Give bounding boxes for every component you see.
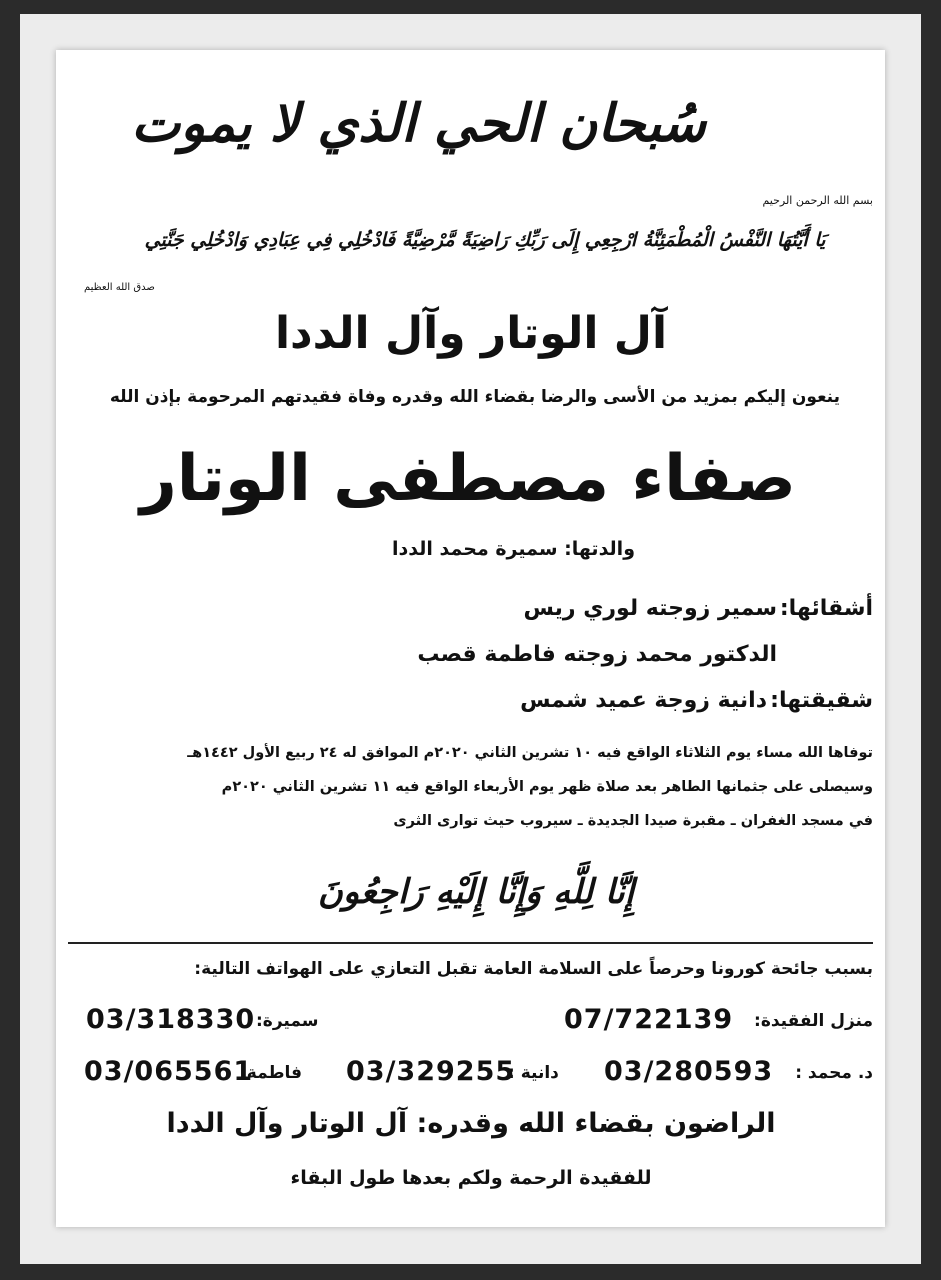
detail-line-3: في مسجد الغفران ـ مقبرة صيدا الجديدة ـ سيروب حيث توارى الثرى bbox=[393, 813, 873, 829]
sister-name: دانية زوجة عميد شمس bbox=[520, 688, 767, 713]
calligraphy-title: سُبحان الحي الذي لا يموت bbox=[131, 93, 706, 154]
mother-name: سميرة محمد الددا bbox=[392, 538, 558, 560]
phone-home-label: منزل الفقيدة: bbox=[754, 1011, 873, 1031]
condolence-notice: بسبب جائحة كورونا وحرصاً على السلامة العامة تقبل التعازي على الهواتف التالية: bbox=[194, 959, 873, 979]
phone-dania-number: 03/329255 bbox=[346, 1056, 516, 1087]
phone-mohamad-label: د. محمد : bbox=[795, 1063, 873, 1083]
families-heading: آل الوتار وآل الددا bbox=[274, 308, 668, 359]
divider bbox=[68, 942, 873, 944]
quran-verse: يَا أَيَّتُهَا النَّفْسُ الْمُطْمَئِنَّةُ ارْجِعِي إِلَى رَبِّكِ رَاضِيَةً مَّرْضِيَّةً فَادْخُلِي فِي عِبَادِي وَادْخُلِي جَنَّتِي bbox=[144, 229, 826, 251]
basmala: بسم الله الرحمن الرحيم bbox=[762, 194, 873, 207]
mother-row bbox=[392, 534, 635, 564]
deceased-name: صفاء مصطفى الوتار bbox=[139, 442, 796, 516]
mother-label: والدتها: bbox=[564, 538, 635, 560]
footer-line-2: للفقيدة الرحمة ولكم بعدها طول البقاء bbox=[290, 1167, 652, 1189]
announcement-text: ينعون إليكم بمزيد من الأسى والرضا بقضاء الله وقدره وفاة فقيدتهم المرحومة بإذن الله bbox=[109, 387, 840, 407]
footer-line-1: الراضون بقضاء الله وقدره: آل الوتار وآل الددا bbox=[166, 1108, 776, 1139]
brothers-label: أشقائها: bbox=[779, 596, 873, 621]
phone-mohamad-number: 03/280593 bbox=[604, 1056, 774, 1087]
detail-line-1: توفاها الله مساء يوم الثلاثاء الواقع فيه ١٠ تشرين الثاني ٢٠٢٠م الموافق له ٢٤ ربيع الأول ١٤٤٢هـ bbox=[187, 745, 873, 761]
phone-samira-label: سميرة: bbox=[256, 1011, 319, 1031]
closing-calligraphy: إِنَّا لِلَّهِ وَإِنَّا إِلَيْهِ رَاجِعُونَ bbox=[317, 872, 635, 912]
phone-home-number: 07/722139 bbox=[564, 1004, 734, 1035]
brother-2: الدكتور محمد زوجته فاطمة قصب bbox=[417, 642, 777, 667]
phone-fatima-label: فاطمة: bbox=[240, 1063, 303, 1083]
obituary-card bbox=[56, 50, 885, 1227]
sister-label: شقيقتها: bbox=[770, 688, 873, 713]
sadaq-text: صدق الله العظيم bbox=[84, 282, 155, 293]
brother-1: سمير زوجته لوري ريس bbox=[523, 596, 777, 621]
detail-line-2: وسيصلى على جثمانها الطاهر بعد صلاة ظهر يوم الأربعاء الواقع فيه ١١ تشرين الثاني ٢٠٢٠م bbox=[221, 779, 873, 795]
phone-fatima-number: 03/065561 bbox=[84, 1056, 254, 1087]
phone-dania-label: دانية : bbox=[508, 1063, 559, 1083]
phone-samira-number: 03/318330 bbox=[86, 1004, 256, 1035]
